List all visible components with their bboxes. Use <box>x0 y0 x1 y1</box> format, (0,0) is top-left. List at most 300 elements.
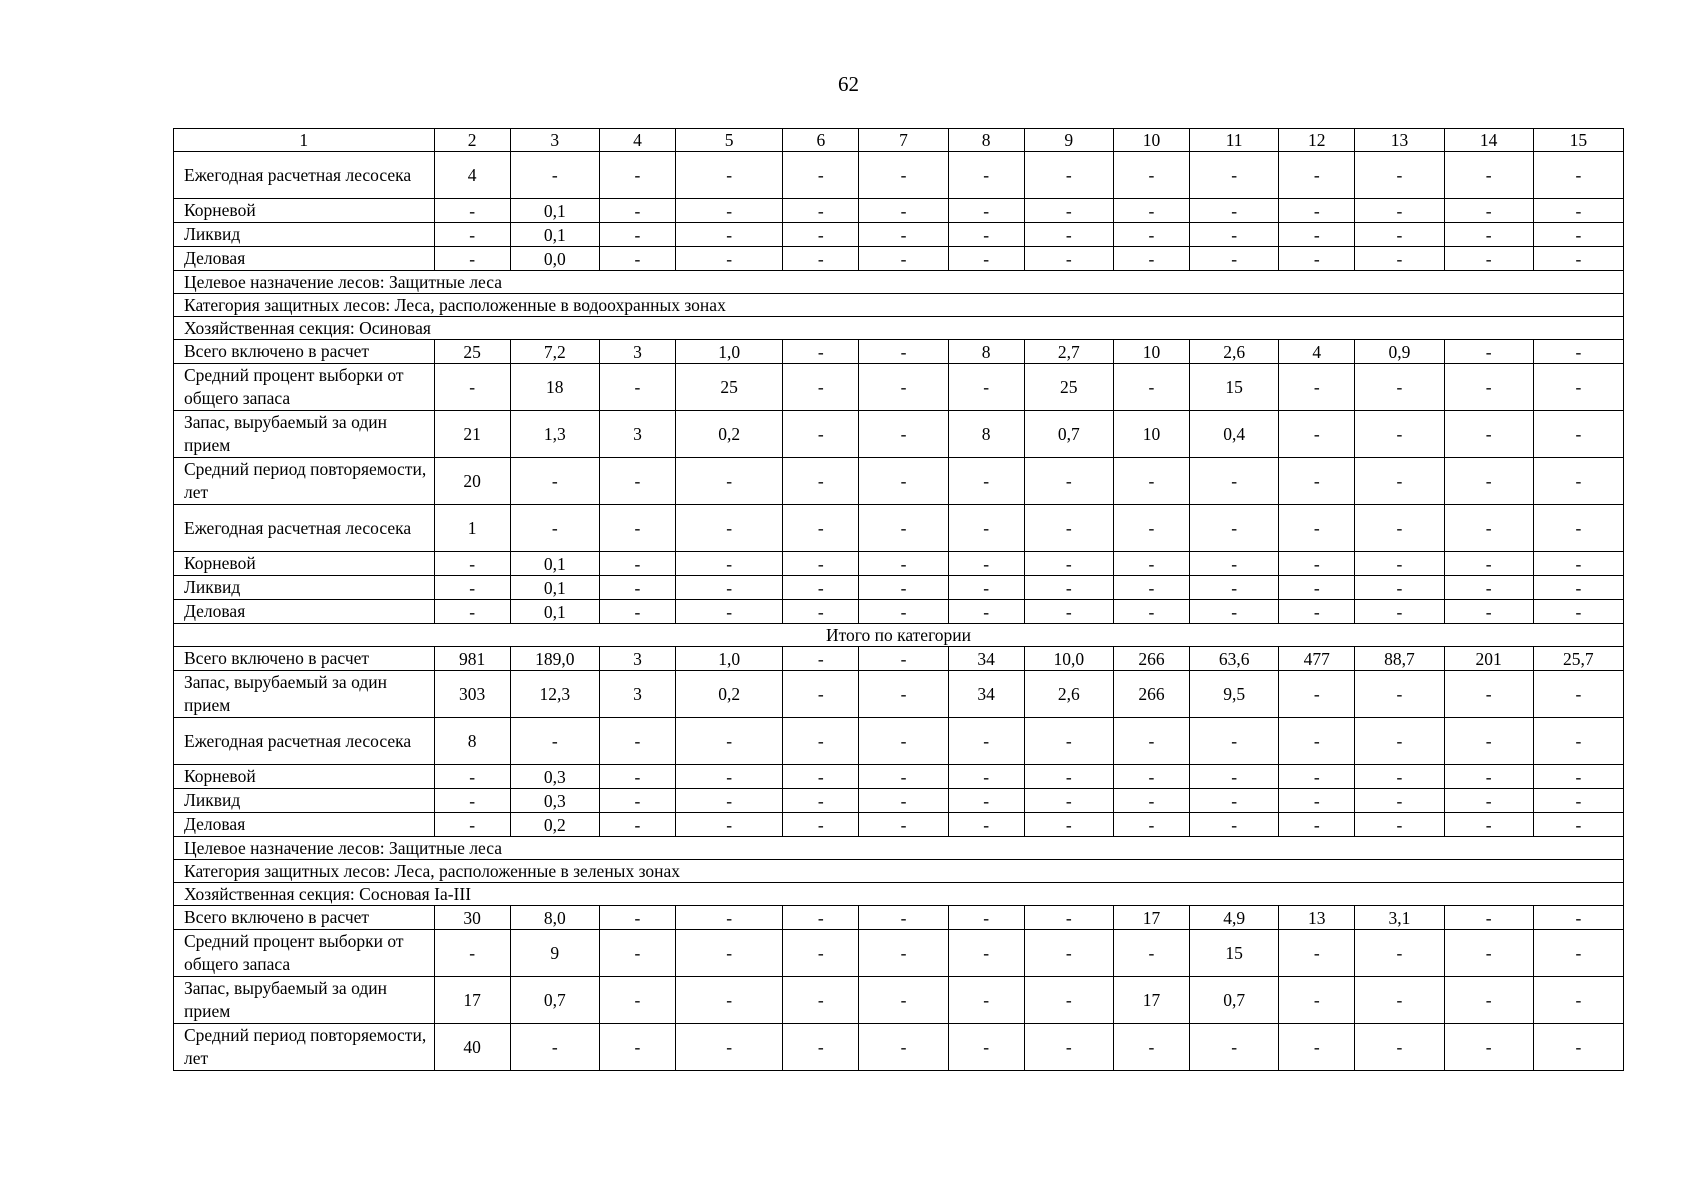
table-cell: - <box>1533 364 1623 411</box>
table-cell: - <box>1355 600 1444 624</box>
table-cell: - <box>1279 671 1355 718</box>
table-cell: - <box>1024 718 1113 765</box>
row-label: Всего включено в расчет <box>174 340 435 364</box>
table-cell: - <box>783 930 859 977</box>
page-number: 62 <box>838 72 859 96</box>
table-cell: - <box>676 930 783 977</box>
table-cell: - <box>1024 247 1113 271</box>
table-cell: - <box>676 718 783 765</box>
column-number: 10 <box>1113 129 1189 152</box>
table-cell: - <box>783 552 859 576</box>
table-cell: - <box>1279 458 1355 505</box>
table-cell: - <box>599 906 675 930</box>
table-cell: - <box>1533 152 1623 199</box>
table-cell: - <box>1190 813 1279 837</box>
table-row <box>174 223 1624 247</box>
table-cell: 2,6 <box>1190 340 1279 364</box>
table-cell: - <box>1113 765 1189 789</box>
table-cell: - <box>859 152 948 199</box>
table-cell: - <box>948 765 1024 789</box>
table-cell: 18 <box>510 364 599 411</box>
table-cell: - <box>1279 765 1355 789</box>
table-cell: - <box>1533 813 1623 837</box>
table-cell: - <box>1355 765 1444 789</box>
table-cell: - <box>676 765 783 789</box>
table-cell: - <box>599 247 675 271</box>
table-cell: - <box>1355 152 1444 199</box>
table-cell: - <box>1533 576 1623 600</box>
section-heading: Хозяйственная секция: Сосновая Ia-III <box>174 883 1624 906</box>
table-cell: - <box>1533 600 1623 624</box>
table-cell: - <box>859 576 948 600</box>
table-cell: - <box>1533 765 1623 789</box>
table-cell: - <box>783 505 859 552</box>
row-label: Корневой <box>174 552 435 576</box>
table-cell: - <box>434 199 510 223</box>
table-cell: - <box>1190 552 1279 576</box>
table-cell: - <box>859 340 948 364</box>
table-cell: - <box>1190 718 1279 765</box>
table-cell: - <box>434 223 510 247</box>
table-row <box>174 458 1624 505</box>
table-cell: - <box>783 789 859 813</box>
table-cell: - <box>676 906 783 930</box>
section-heading: Категория защитных лесов: Леса, расположенные в водоохранных зонах <box>174 294 1624 317</box>
table-cell: - <box>1024 930 1113 977</box>
row-label: Всего включено в расчет <box>174 647 435 671</box>
table-cell: - <box>1113 600 1189 624</box>
table-cell: 15 <box>1190 364 1279 411</box>
table-cell: 3 <box>599 647 675 671</box>
section-heading-row <box>174 294 1624 317</box>
table-cell: - <box>599 977 675 1024</box>
table-cell: - <box>1024 789 1113 813</box>
table-cell: - <box>859 647 948 671</box>
table-row <box>174 340 1624 364</box>
table-cell: - <box>1355 223 1444 247</box>
table-cell: - <box>1533 789 1623 813</box>
table-cell: - <box>783 576 859 600</box>
table-cell: - <box>1024 223 1113 247</box>
table-cell: 20 <box>434 458 510 505</box>
table-cell: - <box>1113 1024 1189 1071</box>
table-cell: 0,9 <box>1355 340 1444 364</box>
column-number: 9 <box>1024 129 1113 152</box>
table-cell: - <box>1444 411 1533 458</box>
column-number: 15 <box>1533 129 1623 152</box>
table-cell: - <box>783 364 859 411</box>
row-label: Средний процент выборки от общего запаса <box>174 930 435 977</box>
table-cell: - <box>1355 789 1444 813</box>
table-cell: 8 <box>948 340 1024 364</box>
table-cell: 1,0 <box>676 340 783 364</box>
table-cell: - <box>599 458 675 505</box>
table-cell: - <box>434 789 510 813</box>
table-cell: - <box>783 600 859 624</box>
table-cell: - <box>948 1024 1024 1071</box>
table-cell: - <box>1024 458 1113 505</box>
table-cell: 34 <box>948 671 1024 718</box>
table-row <box>174 906 1624 930</box>
table-cell: 25 <box>676 364 783 411</box>
table-cell: 0,4 <box>1190 411 1279 458</box>
column-number: 12 <box>1279 129 1355 152</box>
table-cell: - <box>1355 199 1444 223</box>
table-cell: - <box>1533 199 1623 223</box>
table-cell: - <box>948 552 1024 576</box>
table-cell: - <box>1113 458 1189 505</box>
table-cell: - <box>1444 505 1533 552</box>
table-cell: - <box>948 600 1024 624</box>
table-row <box>174 152 1624 199</box>
table-cell: - <box>1444 789 1533 813</box>
table-cell: 21 <box>434 411 510 458</box>
column-number: 5 <box>676 129 783 152</box>
table-cell: - <box>783 813 859 837</box>
column-number-row <box>174 129 1624 152</box>
forest-calculation-table <box>173 128 1624 1071</box>
table-cell: - <box>1355 247 1444 271</box>
table-cell: 88,7 <box>1355 647 1444 671</box>
table-cell: - <box>1279 247 1355 271</box>
table-cell: - <box>1024 199 1113 223</box>
table-cell: 303 <box>434 671 510 718</box>
table-row <box>174 647 1624 671</box>
table-cell: 17 <box>1113 977 1189 1024</box>
table-cell: - <box>1024 600 1113 624</box>
table-cell: - <box>1533 977 1623 1024</box>
row-label: Деловая <box>174 813 435 837</box>
table-cell: - <box>859 789 948 813</box>
table-cell: - <box>783 411 859 458</box>
table-cell: - <box>434 576 510 600</box>
table-cell: - <box>434 765 510 789</box>
row-label: Средний период повторяемости, лет <box>174 458 435 505</box>
table-cell: 10 <box>1113 340 1189 364</box>
table-cell: 981 <box>434 647 510 671</box>
table-cell: - <box>783 340 859 364</box>
table-cell: - <box>859 247 948 271</box>
table-cell: - <box>1190 505 1279 552</box>
table-row <box>174 576 1624 600</box>
row-label: Ликвид <box>174 223 435 247</box>
table-cell: 0,2 <box>676 411 783 458</box>
table-cell: 189,0 <box>510 647 599 671</box>
table-row <box>174 718 1624 765</box>
table-cell: - <box>510 505 599 552</box>
column-number: 4 <box>599 129 675 152</box>
table-cell: - <box>859 671 948 718</box>
table-cell: - <box>1355 552 1444 576</box>
table-cell: - <box>1024 1024 1113 1071</box>
table-cell: 0,7 <box>1024 411 1113 458</box>
table-cell: 40 <box>434 1024 510 1071</box>
table-cell: - <box>1355 930 1444 977</box>
table-cell: - <box>599 199 675 223</box>
table-cell: - <box>1533 718 1623 765</box>
table-cell: - <box>948 364 1024 411</box>
table-cell: - <box>783 647 859 671</box>
table-cell: - <box>510 152 599 199</box>
table-cell: - <box>1024 505 1113 552</box>
table-cell: - <box>859 765 948 789</box>
table-cell: - <box>1355 718 1444 765</box>
table-cell: - <box>783 223 859 247</box>
table-cell: - <box>859 223 948 247</box>
table-cell: - <box>1355 458 1444 505</box>
table-cell: - <box>1279 199 1355 223</box>
row-label: Ежегодная расчетная лесосека <box>174 152 435 199</box>
table-row <box>174 199 1624 223</box>
table-cell: - <box>599 152 675 199</box>
table-cell: - <box>859 930 948 977</box>
row-label: Корневой <box>174 199 435 223</box>
table-cell: - <box>1113 199 1189 223</box>
column-number: 13 <box>1355 129 1444 152</box>
table-cell: - <box>1355 505 1444 552</box>
table-row <box>174 930 1624 977</box>
table-cell: - <box>1444 977 1533 1024</box>
table-cell: - <box>859 600 948 624</box>
table-cell: - <box>1113 364 1189 411</box>
table-cell: 0,1 <box>510 552 599 576</box>
table-cell: - <box>1279 576 1355 600</box>
table-row <box>174 789 1624 813</box>
table-cell: - <box>859 458 948 505</box>
table-cell: - <box>1113 152 1189 199</box>
table-cell: - <box>1113 223 1189 247</box>
table-cell: 17 <box>434 977 510 1024</box>
section-heading: Целевое назначение лесов: Защитные леса <box>174 837 1624 860</box>
table-row <box>174 364 1624 411</box>
table-cell: 1 <box>434 505 510 552</box>
table-cell: - <box>948 977 1024 1024</box>
table-cell: - <box>859 1024 948 1071</box>
table-cell: - <box>599 930 675 977</box>
table-cell: - <box>1533 505 1623 552</box>
table-cell: 7,2 <box>510 340 599 364</box>
table-cell: - <box>1533 930 1623 977</box>
table-cell: - <box>1533 223 1623 247</box>
section-heading-row <box>174 883 1624 906</box>
table-cell: - <box>1279 789 1355 813</box>
table-cell: - <box>1444 552 1533 576</box>
table-cell: 2,6 <box>1024 671 1113 718</box>
table-cell: - <box>1355 813 1444 837</box>
table-cell: - <box>1190 1024 1279 1071</box>
table-cell: - <box>783 718 859 765</box>
table-cell: 25 <box>1024 364 1113 411</box>
table-cell: - <box>859 813 948 837</box>
table-cell: - <box>1113 247 1189 271</box>
table-cell: - <box>599 813 675 837</box>
table-cell: - <box>783 1024 859 1071</box>
row-label: Запас, вырубаемый за один прием <box>174 671 435 718</box>
table-cell: - <box>1444 576 1533 600</box>
table-cell: - <box>1024 576 1113 600</box>
table-cell: - <box>948 718 1024 765</box>
table-cell: 266 <box>1113 647 1189 671</box>
column-number: 14 <box>1444 129 1533 152</box>
row-label: Всего включено в расчет <box>174 906 435 930</box>
table-cell: - <box>1444 223 1533 247</box>
table-cell: - <box>434 813 510 837</box>
table-cell: 13 <box>1279 906 1355 930</box>
table-cell: - <box>1533 340 1623 364</box>
table-cell: - <box>859 505 948 552</box>
table-cell: 477 <box>1279 647 1355 671</box>
column-number: 11 <box>1190 129 1279 152</box>
table-cell: - <box>859 718 948 765</box>
table-cell: - <box>676 505 783 552</box>
table-cell: - <box>1444 671 1533 718</box>
table-cell: 1,3 <box>510 411 599 458</box>
table-cell: - <box>1279 977 1355 1024</box>
section-heading-row <box>174 271 1624 294</box>
table-cell: - <box>859 199 948 223</box>
table-cell: - <box>783 977 859 1024</box>
table-cell: 0,7 <box>1190 977 1279 1024</box>
table-cell: - <box>1444 458 1533 505</box>
table-cell: - <box>434 930 510 977</box>
table-cell: 12,3 <box>510 671 599 718</box>
table-cell: - <box>1444 718 1533 765</box>
column-number: 8 <box>948 129 1024 152</box>
column-number: 6 <box>783 129 859 152</box>
table-cell: - <box>599 223 675 247</box>
table-cell: - <box>1533 552 1623 576</box>
row-label: Средний процент выборки от общего запаса <box>174 364 435 411</box>
table-cell: - <box>1533 671 1623 718</box>
table-cell: - <box>599 600 675 624</box>
table-cell: - <box>599 765 675 789</box>
table-cell: - <box>1279 552 1355 576</box>
row-label: Запас, вырубаемый за один прием <box>174 411 435 458</box>
table-row <box>174 505 1624 552</box>
table-cell: - <box>1190 576 1279 600</box>
table-cell: - <box>948 505 1024 552</box>
table-cell: - <box>783 765 859 789</box>
table-cell: - <box>859 906 948 930</box>
table-cell: - <box>434 364 510 411</box>
table-cell: - <box>1190 247 1279 271</box>
table-cell: 30 <box>434 906 510 930</box>
table-cell: - <box>783 671 859 718</box>
table-cell: - <box>676 600 783 624</box>
table-cell: - <box>510 1024 599 1071</box>
table-cell: - <box>1113 789 1189 813</box>
table-cell: - <box>1279 718 1355 765</box>
table-cell: 0,3 <box>510 789 599 813</box>
table-cell: - <box>948 458 1024 505</box>
table-cell: - <box>676 552 783 576</box>
table-cell: - <box>1024 152 1113 199</box>
table-cell: 8 <box>434 718 510 765</box>
table-cell: - <box>599 576 675 600</box>
table-cell: 0,2 <box>676 671 783 718</box>
table-cell: 0,1 <box>510 576 599 600</box>
table-cell: - <box>1279 223 1355 247</box>
table-cell: 0,1 <box>510 223 599 247</box>
table-cell: - <box>1113 552 1189 576</box>
table-cell: - <box>783 247 859 271</box>
row-label: Ликвид <box>174 789 435 813</box>
table-cell: - <box>1190 152 1279 199</box>
table-cell: - <box>1113 505 1189 552</box>
table-cell: - <box>1279 930 1355 977</box>
table-cell: - <box>1533 411 1623 458</box>
table-cell: - <box>599 1024 675 1071</box>
table-cell: 9 <box>510 930 599 977</box>
table-cell: 10,0 <box>1024 647 1113 671</box>
table-cell: - <box>1444 364 1533 411</box>
table-cell: - <box>1444 199 1533 223</box>
table-cell: - <box>1355 1024 1444 1071</box>
table-cell: 15 <box>1190 930 1279 977</box>
table-cell: - <box>1024 813 1113 837</box>
table-cell: 2,7 <box>1024 340 1113 364</box>
table-cell: 3,1 <box>1355 906 1444 930</box>
table-cell: - <box>1355 977 1444 1024</box>
table-cell: - <box>1190 223 1279 247</box>
table-cell: - <box>1444 247 1533 271</box>
table-cell: - <box>599 552 675 576</box>
table-cell: - <box>948 813 1024 837</box>
table-cell: - <box>1533 458 1623 505</box>
table-cell: 201 <box>1444 647 1533 671</box>
row-label: Ликвид <box>174 576 435 600</box>
table-cell: 0,2 <box>510 813 599 837</box>
section-heading-row <box>174 860 1624 883</box>
column-number: 7 <box>859 129 948 152</box>
table-cell: - <box>1190 199 1279 223</box>
table-cell: - <box>1355 411 1444 458</box>
table-row <box>174 671 1624 718</box>
table-cell: - <box>1279 364 1355 411</box>
table-cell: 0,0 <box>510 247 599 271</box>
table-cell: - <box>510 458 599 505</box>
table-cell: - <box>1444 765 1533 789</box>
column-number: 3 <box>510 129 599 152</box>
table-cell: - <box>948 789 1024 813</box>
table-cell: - <box>1113 576 1189 600</box>
table-cell: - <box>676 576 783 600</box>
row-label: Ежегодная расчетная лесосека <box>174 718 435 765</box>
section-heading: Целевое назначение лесов: Защитные леса <box>174 271 1624 294</box>
table-cell: 0,1 <box>510 199 599 223</box>
table-cell: - <box>599 789 675 813</box>
table-row <box>174 1024 1624 1071</box>
table-cell: 0,1 <box>510 600 599 624</box>
row-label: Корневой <box>174 765 435 789</box>
category-total-row <box>174 624 1624 647</box>
table-cell: - <box>948 247 1024 271</box>
table-row <box>174 600 1624 624</box>
table-cell: 63,6 <box>1190 647 1279 671</box>
table-cell: - <box>1533 1024 1623 1071</box>
table-cell: 4 <box>434 152 510 199</box>
table-cell: - <box>1444 1024 1533 1071</box>
table-cell: - <box>676 977 783 1024</box>
table-cell: - <box>1279 411 1355 458</box>
table-cell: - <box>948 199 1024 223</box>
table-cell: - <box>783 152 859 199</box>
table-cell: - <box>1113 718 1189 765</box>
table-cell: - <box>1355 671 1444 718</box>
table-cell: 8,0 <box>510 906 599 930</box>
table-cell: 34 <box>948 647 1024 671</box>
table-cell: 10 <box>1113 411 1189 458</box>
